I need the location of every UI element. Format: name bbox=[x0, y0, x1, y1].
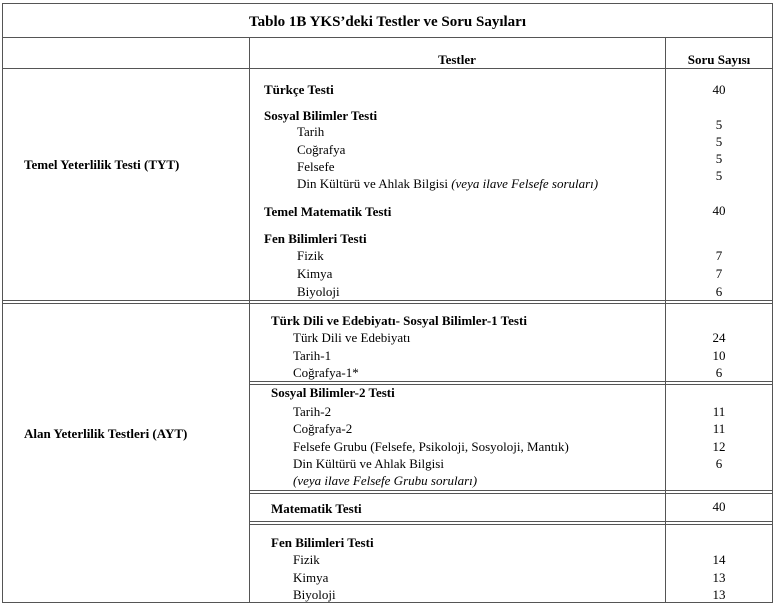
row-value: 6 bbox=[715, 284, 723, 299]
row-label: Felsefe bbox=[297, 159, 335, 174]
row-label: Sosyal Bilimler-2 Testi bbox=[271, 385, 395, 400]
section-name-ayt: Alan Yeterlilik Testleri (AYT) bbox=[24, 426, 188, 441]
row-value: 5 bbox=[715, 151, 723, 166]
row-value: 7 bbox=[715, 248, 723, 263]
row-value: 10 bbox=[712, 348, 726, 363]
row-label: Felsefe Grubu (Felsefe, Psikoloji, Sosyoloji, Mantık) bbox=[293, 439, 569, 454]
row-label: Din Kültürü ve Ahlak Bilgisi bbox=[297, 176, 448, 191]
row-label: Coğrafya-2 bbox=[293, 421, 353, 436]
row-value: 24 bbox=[712, 330, 726, 345]
row-label: Fizik bbox=[297, 248, 324, 263]
row-label: Tarih-2 bbox=[293, 404, 332, 419]
row-label: Matematik Testi bbox=[271, 501, 362, 516]
row-label: Temel Matematik Testi bbox=[264, 204, 392, 219]
row-label: Fen Bilimleri Testi bbox=[264, 231, 367, 246]
row-label: Coğrafya bbox=[297, 142, 346, 157]
row-label: Türk Dili ve Edebiyatı- Sosyal Bilimler-1 Testi bbox=[271, 313, 527, 328]
row-label: Türk Dili ve Edebiyatı bbox=[293, 330, 411, 345]
row-value: 40 bbox=[712, 203, 726, 218]
row-value: 5 bbox=[715, 134, 723, 149]
row-note: (veya ilave Felsefe soruları) bbox=[451, 176, 599, 191]
row-label: Fizik bbox=[293, 552, 320, 567]
row-value: 7 bbox=[715, 266, 723, 281]
row-value: 6 bbox=[715, 456, 723, 471]
ayt-divider-3 bbox=[249, 521, 772, 525]
row-note: (veya ilave Felsefe Grubu soruları) bbox=[293, 473, 478, 488]
row-value: 11 bbox=[712, 404, 726, 419]
row-label: Coğrafya-1* bbox=[293, 365, 359, 380]
row-label: Kimya bbox=[297, 266, 333, 281]
column-header-tests: Testler bbox=[438, 52, 476, 67]
ayt-divider-2 bbox=[249, 490, 772, 494]
row-value: 11 bbox=[712, 421, 726, 436]
row-value: 12 bbox=[712, 439, 726, 454]
row-label: Kimya bbox=[293, 570, 329, 585]
row-value: 5 bbox=[715, 168, 723, 183]
row-label: Biyoloji bbox=[293, 587, 336, 602]
row-label: Biyoloji bbox=[297, 284, 340, 299]
row-value: 5 bbox=[715, 117, 723, 132]
row-label: Sosyal Bilimler Testi bbox=[264, 108, 378, 123]
column-divider-1 bbox=[249, 37, 250, 602]
row-value: 13 bbox=[712, 587, 726, 602]
row-label: Fen Bilimleri Testi bbox=[271, 535, 374, 550]
row-value: 40 bbox=[712, 499, 726, 514]
row-label: Türkçe Testi bbox=[264, 82, 334, 97]
column-header-count: Soru Sayısı bbox=[687, 52, 751, 67]
row-value: 13 bbox=[712, 570, 726, 585]
yks-table bbox=[2, 3, 773, 603]
row-label-with-note bbox=[297, 176, 598, 192]
row-label: Tarih-1 bbox=[293, 348, 332, 363]
row-value: 40 bbox=[712, 82, 726, 97]
section-divider bbox=[3, 300, 772, 304]
row-label: Tarih bbox=[297, 124, 325, 139]
row-label: Din Kültürü ve Ahlak Bilgisi bbox=[293, 456, 444, 471]
row-value: 14 bbox=[712, 552, 726, 567]
row-value: 6 bbox=[715, 365, 723, 380]
table-title: Tablo 1B YKS’deki Testler ve Soru Sayıları bbox=[3, 4, 772, 38]
section-name-tyt: Temel Yeterlilik Testi (TYT) bbox=[24, 157, 180, 172]
